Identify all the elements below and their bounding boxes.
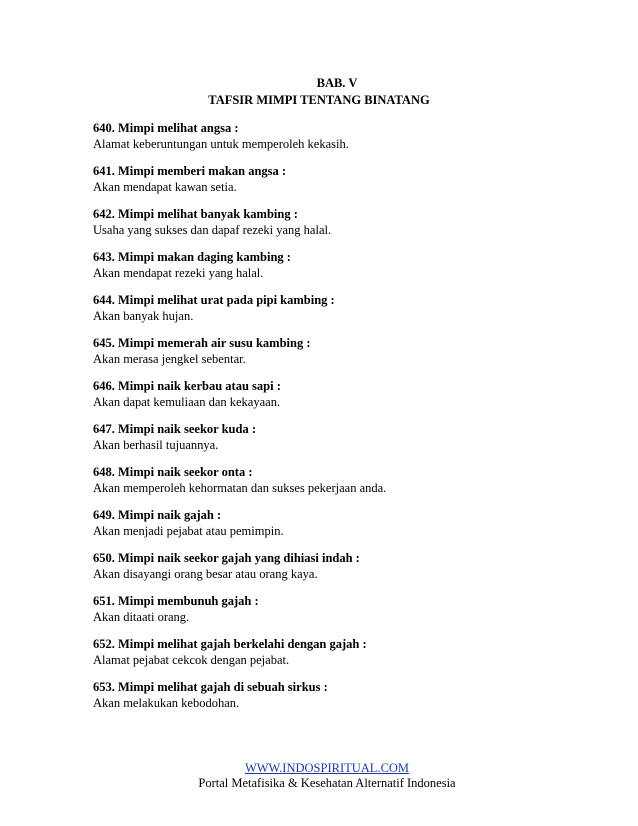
page-title: TAFSIR MIMPI TENTANG BINATANG [208, 93, 430, 107]
entry-list [93, 120, 613, 722]
entry-answer: Akan ditaati orang. [93, 610, 190, 624]
entry-question: 644. Mimpi melihat urat pada pipi kambing : [93, 293, 335, 307]
entry-question: 641. Mimpi memberi makan angsa : [93, 164, 287, 178]
list-item [93, 378, 613, 410]
entry-question: 647. Mimpi naik seekor kuda : [93, 422, 256, 436]
list-item [93, 679, 613, 711]
entry-question: 643. Mimpi makan daging kambing : [93, 250, 291, 264]
entry-answer: Akan dapat kemuliaan dan kekayaan. [93, 395, 281, 409]
list-item [93, 421, 613, 453]
list-item [93, 292, 613, 324]
list-item [93, 593, 613, 625]
entry-answer: Akan berhasil tujuannya. [93, 438, 219, 452]
entry-question: 652. Mimpi melihat gajah berkelahi dengan gajah : [93, 637, 367, 651]
entry-question: 649. Mimpi naik gajah : [93, 508, 222, 522]
entry-question: 651. Mimpi membunuh gajah : [93, 594, 259, 608]
entry-question: 646. Mimpi naik kerbau atau sapi : [93, 379, 281, 393]
entry-question: 648. Mimpi naik seekor onta : [93, 465, 253, 479]
entry-answer: Alamat pejabat cekcok dengan pejabat. [93, 653, 290, 667]
entry-question: 642. Mimpi melihat banyak kambing : [93, 207, 298, 221]
entry-question: 653. Mimpi melihat gajah di sebuah sirkus : [93, 680, 328, 694]
entry-answer: Akan melakukan kebodohan. [93, 696, 240, 710]
list-item [93, 636, 613, 668]
entry-answer: Akan mendapat rezeki yang halal. [93, 266, 264, 280]
entry-question: 650. Mimpi naik seekor gajah yang dihiasi indah : [93, 551, 360, 565]
footer-tagline: Portal Metafisika & Kesehatan Alternatif Indonesia [198, 776, 456, 790]
list-item [93, 249, 613, 281]
chapter-heading: BAB. V [316, 76, 358, 90]
entry-question: 645. Mimpi memerah air susu kambing : [93, 336, 311, 350]
entry-answer: Akan disayangi orang besar atau orang kaya. [93, 567, 318, 581]
entry-answer: Akan merasa jengkel sebentar. [93, 352, 246, 366]
list-item [93, 464, 613, 496]
entry-answer: Akan banyak hujan. [93, 309, 194, 323]
list-item [93, 206, 613, 238]
entry-answer: Akan mendapat kawan setia. [93, 180, 237, 194]
list-item [93, 550, 613, 582]
list-item [93, 120, 613, 152]
entry-answer: Akan menjadi pejabat atau pemimpin. [93, 524, 284, 538]
list-item [93, 335, 613, 367]
entry-answer: Usaha yang sukses dan dapaf rezeki yang halal. [93, 223, 332, 237]
footer-website-link[interactable]: WWW.INDOSPIRITUAL.COM [244, 761, 410, 775]
list-item [93, 163, 613, 195]
entry-answer: Alamat keberuntungan untuk memperoleh kekasih. [93, 137, 349, 151]
entry-question: 640. Mimpi melihat angsa : [93, 121, 239, 135]
entry-answer: Akan memperoleh kehormatan dan sukses pekerjaan anda. [93, 481, 387, 495]
list-item [93, 507, 613, 539]
